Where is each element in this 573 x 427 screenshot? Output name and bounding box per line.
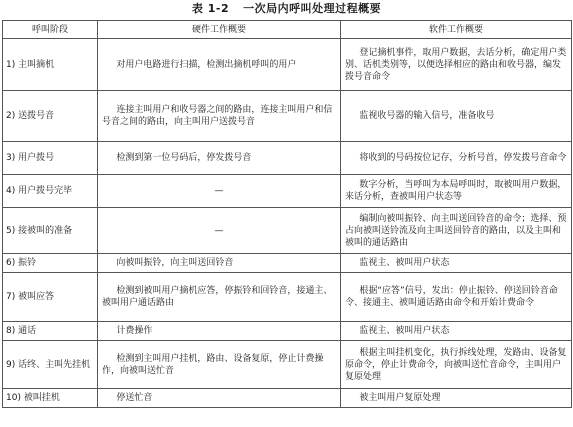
table-caption <box>0 2 573 16</box>
software-cell: 监视主、被叫用户状态 <box>341 322 572 341</box>
stage-cell: 7) 被叫应答 <box>3 273 98 322</box>
hardware-cell: 向被叫振铃，向主叫送回铃音 <box>98 254 341 273</box>
software-cell: 被主叫用户复原处理 <box>341 389 572 408</box>
stage-cell: 10) 被叫挂机 <box>3 389 98 408</box>
header-call-stage: 呼叫阶段 <box>3 21 98 39</box>
stage-cell: 6) 振铃 <box>3 254 98 273</box>
software-cell: 根据主叫挂机变化，执行拆线处理，发路由、设备复原命令，停止计费命令，向被叫送忙音命令，主叫用户复原处理 <box>341 341 572 389</box>
table-row <box>3 208 572 254</box>
table-row <box>3 322 572 341</box>
software-cell: 根据“应答”信号，发出：停止振铃、停送回铃音命令、接通主、被叫通话路由命令和开始计费命令 <box>341 273 572 322</box>
stage-cell: 2) 送拨号音 <box>3 91 98 142</box>
header-hardware-summary: 硬件工作概要 <box>98 21 341 39</box>
table-title: 一次局内呼叫处理过程概要 <box>243 2 382 15</box>
stage-cell: 9) 话终、主叫先挂机 <box>3 341 98 389</box>
call-processing-table <box>2 20 572 408</box>
table-header-row <box>3 21 572 39</box>
header-software-summary: 软件工作概要 <box>341 21 572 39</box>
table-row <box>3 175 572 208</box>
software-cell: 登记摘机事件，取用户数据，去话分析，确定用户类别、话机类别等，以便选择相应的路由和收号器，编发拨号音命令 <box>341 39 572 91</box>
hardware-cell: 检测到第一位号码后，停发拨号音 <box>98 142 341 175</box>
stage-cell: 8) 通话 <box>3 322 98 341</box>
table-number: 表 1-2 <box>191 2 230 15</box>
hardware-cell: — <box>98 175 341 208</box>
table-row <box>3 142 572 175</box>
stage-cell: 1) 主叫摘机 <box>3 39 98 91</box>
table-row <box>3 91 572 142</box>
table-row <box>3 341 572 389</box>
hardware-cell: 计费操作 <box>98 322 341 341</box>
stage-cell: 5) 接被叫的准备 <box>3 208 98 254</box>
table-row <box>3 254 572 273</box>
hardware-cell: 检测到主叫用户挂机，路由、设备复原，停止计费操作，向被叫送忙音 <box>98 341 341 389</box>
software-cell: 数字分析，当呼叫为本局呼叫时，取被叫用户数据，来话分析，查被叫用户状态等 <box>341 175 572 208</box>
software-cell: 监视主、被叫用户状态 <box>341 254 572 273</box>
software-cell: 监视收号器的输入信号，准备收号 <box>341 91 572 142</box>
table-row <box>3 39 572 91</box>
stage-cell: 4) 用户拨号完毕 <box>3 175 98 208</box>
hardware-cell: 对用户电路进行扫描，检测出摘机呼叫的用户 <box>98 39 341 91</box>
hardware-cell: 连接主叫用户和收号器之间的路由，连接主叫用户和信号音之间的路由，向主叫用户送拨号音 <box>98 91 341 142</box>
software-cell: 将收到的号码按位记存，分析号首，停发拨号音命令 <box>341 142 572 175</box>
hardware-cell: 停送忙音 <box>98 389 341 408</box>
hardware-cell: — <box>98 208 341 254</box>
table-row <box>3 389 572 408</box>
table-row <box>3 273 572 322</box>
stage-cell: 3) 用户拨号 <box>3 142 98 175</box>
hardware-cell: 检测到被叫用户摘机应答，停振铃和回铃音，接通主、被叫用户通话路由 <box>98 273 341 322</box>
software-cell: 编制向被叫振铃、向主叫送回铃音的命令；选择、预占向被叫送铃流及向主叫送回铃音的路由，以及主叫和被叫的通话路由 <box>341 208 572 254</box>
